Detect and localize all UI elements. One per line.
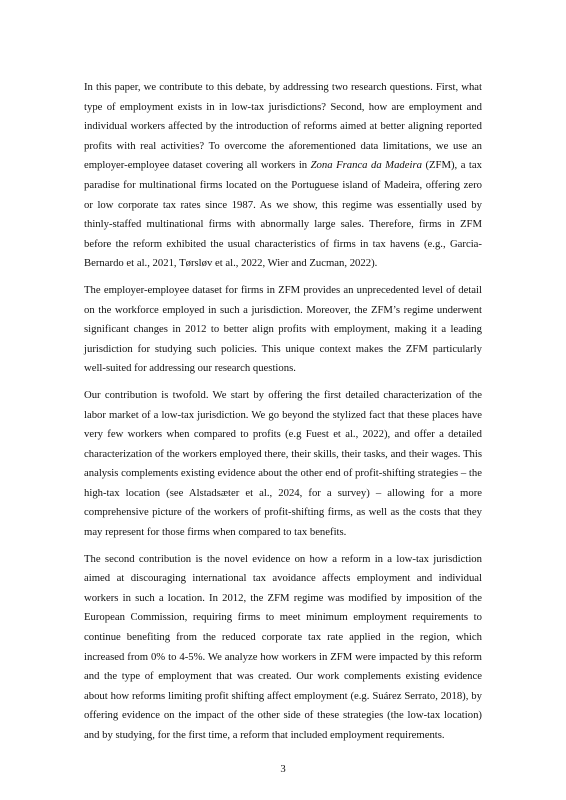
paragraph-research-questions (84, 78, 482, 274)
page-number: 3 (280, 763, 286, 775)
paragraph-contribution: Our contribution is twofold. We start by offering the first detailed characterization of the labor market of a low-tax jurisdiction. We go beyond the stylized fact that these places have very few workers when compared to profits (e.g Fuest et al., 2022), and offer a detailed characterization of the workers employed there, their skills, their tasks, and their wages. This analysis complements existing evidence about the other end of profit-shifting strategies – the high-tax location (see Alstadsæter et al., 2024, for a survey) – allowing for a more comprehensive picture of the workers of profit-shifting firms, as well as the costs that they may represent for those firms when compared to tax benefits. (84, 388, 482, 539)
paragraph-1-text-b: (ZFM), a tax paradise for multinational firms located on the Portuguese island of Madeira, offering zero or low corporate tax rates since 1987. As we show, this regime was essentially used by thinly-staffed multinational firms with abnormally large sales. Therefore, firms in ZFM before the reform exhibited the usual characteristics of firms in tax havens (e.g., Garcia-Bernardo et al., 2021, Tørsløv et al., 2022, Wier and Zucman, 2022). (84, 159, 482, 270)
paragraph-second-contribution: The second contribution is the novel evidence on how a reform in a low-tax jurisdiction aimed at discouraging international tax avoidance affects employment and individual workers in such a location. In 2012, the ZFM regime was modified by imposition of the European Commission, requiring firms to meet minimum employment requirements to continue benefiting from the reduced corporate tax rate applied in the region, which increased from 0% to 4-5%. We analyze how workers in ZFM were impacted by this reform and the type of employment that was created. Our work complements existing evidence about how reforms limiting profit shifting affect employment (e.g. Suárez Serrato, 2018), by offering evidence on the impact of the other side of these strategies (the low-tax location) and by studying, for the first time, a reform that included employment requirements. (84, 552, 482, 741)
zfm-italic-name: Zona Franca da Madeira (310, 159, 422, 172)
paragraph-1-text-a: In this paper, we contribute to this debate, by addressing two research questions. First, what type of employment exists in in low-tax jurisdictions? Second, how are employment and individual workers affected by the introduction of reforms aimed at better aligning reported profits with real activities? To overcome the aforementioned data limitations, we use an employer-employee dataset covering all workers in (84, 81, 482, 172)
paragraph-dataset: The employer-employee dataset for firms in ZFM provides an unprecedented level of detail on the workforce employed in such a jurisdiction. Moreover, the ZFM’s regime underwent significant changes in 2012 to better align profits with employment, making it a leading jurisdiction for studying such policies. This unique context makes the ZFM particularly well-suited for addressing our research questions. (84, 283, 482, 375)
body-text (84, 78, 482, 753)
